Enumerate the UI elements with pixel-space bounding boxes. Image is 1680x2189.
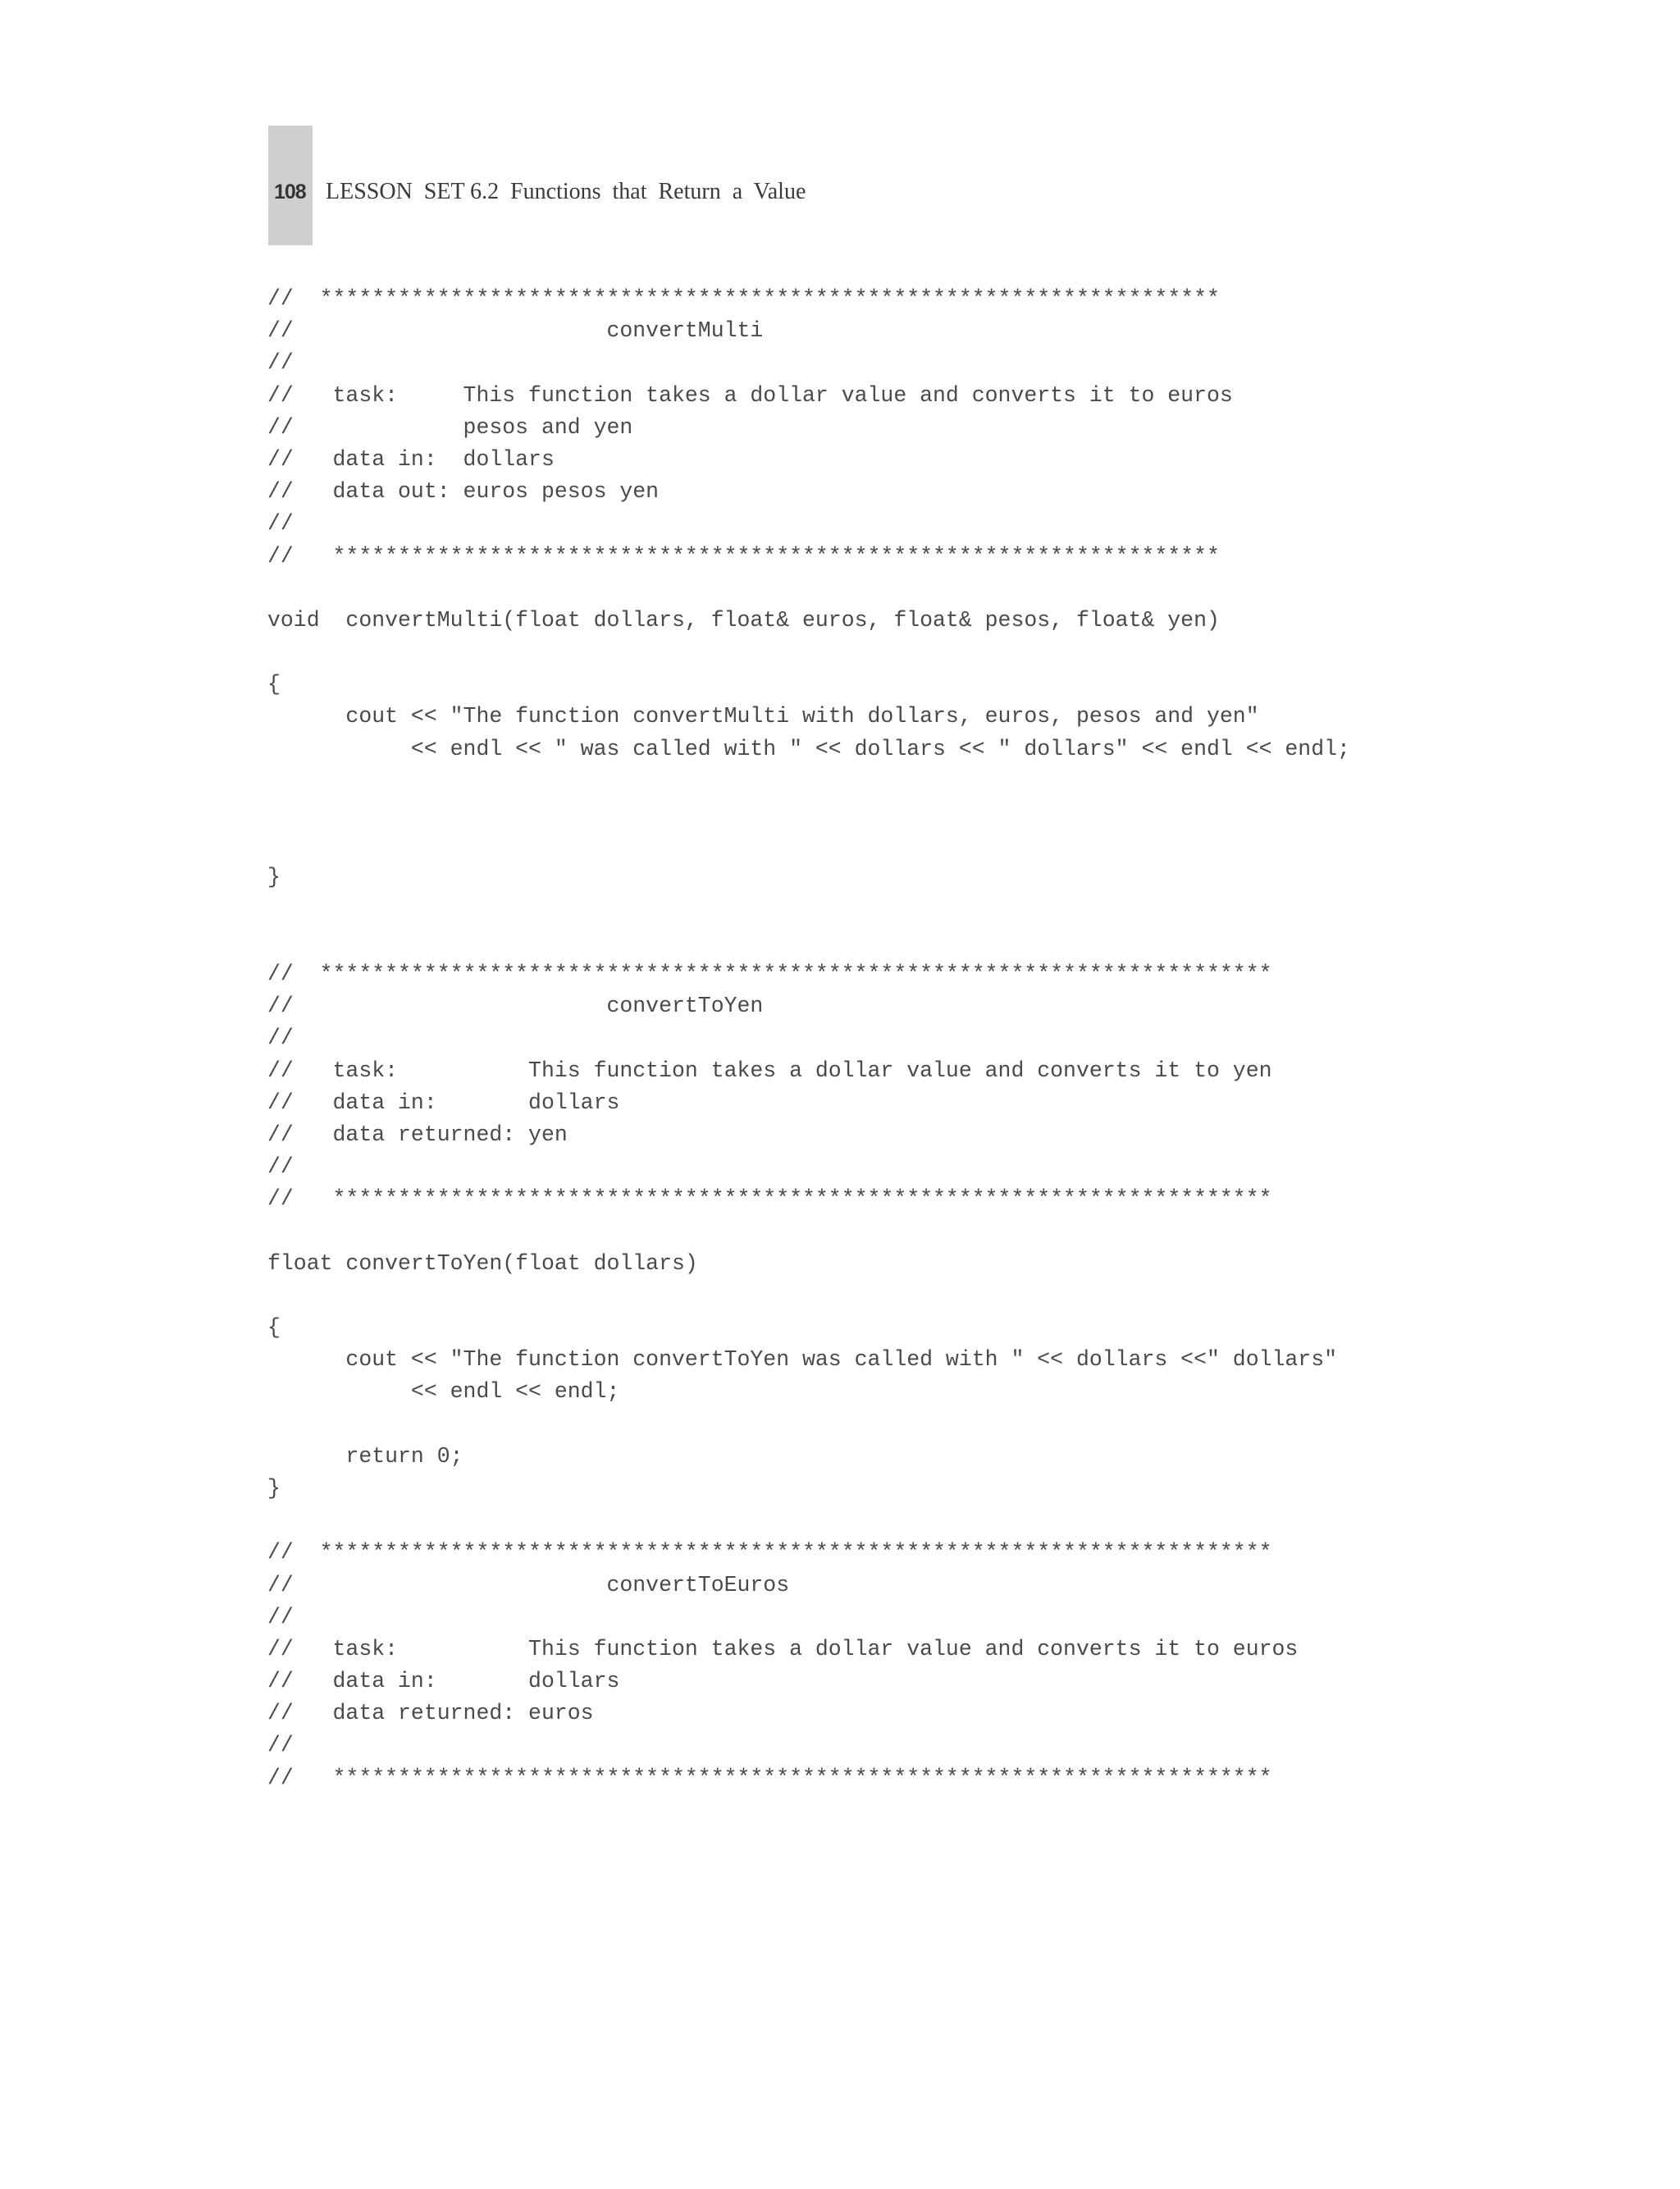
- code-line: // convertToYen: [267, 994, 764, 1019]
- code-line: [267, 573, 1350, 605]
- code-line: // task: This function takes a dollar value and converts it to euros: [267, 1636, 1299, 1661]
- code-line: [267, 1215, 1350, 1247]
- code-line: [267, 894, 1350, 926]
- code-line: // task: This function takes a dollar value and converts it to euros: [267, 382, 1233, 408]
- code-line: // ************************************************************************: [267, 1765, 1272, 1790]
- code-line: //: [267, 350, 294, 376]
- code-line: << endl << endl;: [267, 1379, 620, 1405]
- code-line: //: [267, 511, 294, 537]
- code-line: // data in: dollars: [267, 1669, 620, 1694]
- page-number: 108: [274, 181, 306, 203]
- code-line: // ************************************************************************: [267, 1186, 1272, 1212]
- code-line: //: [267, 1154, 294, 1180]
- code-line: return 0;: [267, 1443, 463, 1469]
- code-line: //: [267, 1733, 294, 1758]
- code-line: // convertMulti: [267, 318, 764, 344]
- code-line: [267, 1280, 1350, 1312]
- code-line: [267, 637, 1350, 669]
- code-line: }: [267, 1475, 281, 1501]
- code-line: //: [267, 1604, 294, 1629]
- code-line: // *************************************************************************: [267, 1540, 1272, 1565]
- code-line: // ********************************************************************: [267, 543, 1220, 569]
- code-line: // pesos and yen: [267, 414, 633, 440]
- code-line: // data in: dollars: [267, 446, 555, 472]
- code-line: // convertToEuros: [267, 1572, 790, 1597]
- code-line: [267, 765, 1350, 797]
- code-line: }: [267, 865, 281, 890]
- code-line: [267, 926, 1350, 958]
- code-line: [267, 1505, 1350, 1537]
- code-line: cout << "The function convertMulti with dollars, euros, pesos and yen": [267, 704, 1259, 729]
- code-line: // data returned: euros: [267, 1701, 594, 1726]
- code-line: << endl << " was called with " << dollars << " dollars" << endl << endl;: [267, 736, 1350, 761]
- code-line: // *************************************************************************: [267, 961, 1272, 986]
- code-listing: [267, 283, 1350, 1794]
- code-line: // data in: dollars: [267, 1090, 620, 1115]
- code-line: void convertMulti(float dollars, float& euros, float& pesos, float& yen): [267, 607, 1220, 633]
- code-line: {: [267, 1315, 281, 1340]
- code-line: // data returned: yen: [267, 1122, 568, 1147]
- code-line: [267, 797, 1350, 829]
- code-line: [267, 1409, 1350, 1441]
- code-line: //: [267, 1026, 294, 1051]
- code-line: cout << "The function convertToYen was called with " << dollars <<" dollars": [267, 1347, 1338, 1373]
- code-line: // data out: euros pesos yen: [267, 479, 660, 505]
- code-line: // task: This function takes a dollar value and converts it to yen: [267, 1058, 1272, 1083]
- code-line: [267, 829, 1350, 861]
- code-line: float convertToYen(float dollars): [267, 1250, 698, 1276]
- code-line: // *********************************************************************: [267, 286, 1220, 311]
- code-line: {: [267, 672, 281, 697]
- running-head: LESSON SET 6.2 Functions that Return a Value: [326, 179, 806, 204]
